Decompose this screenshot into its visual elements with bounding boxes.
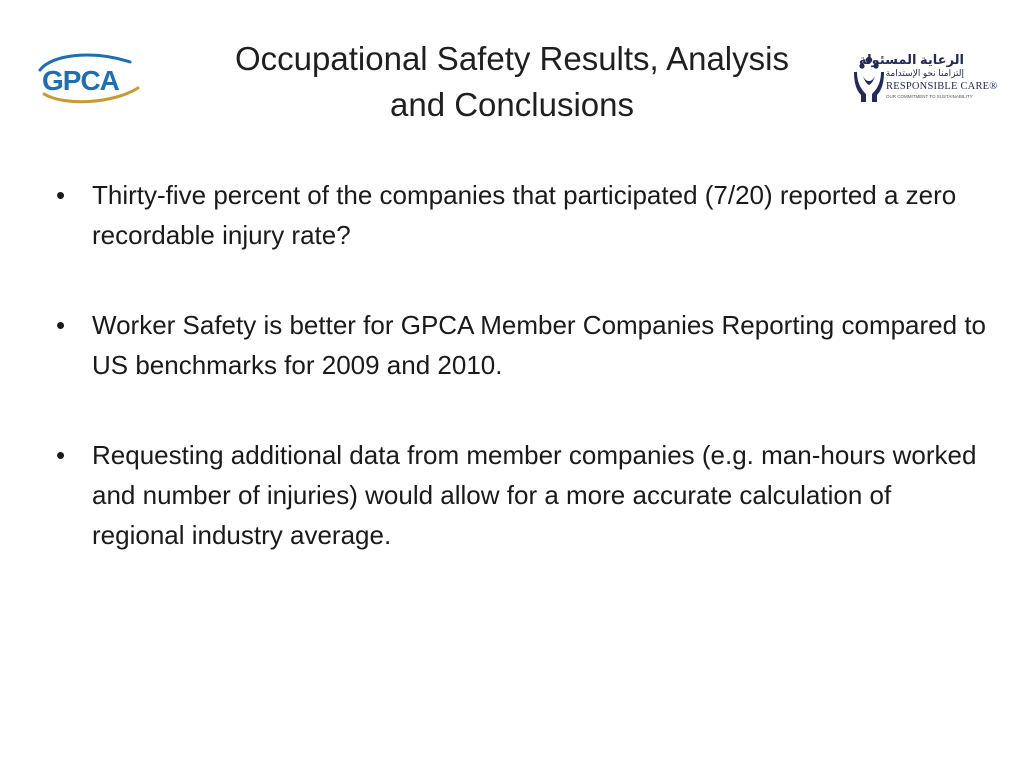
bullet-dot: • <box>56 180 66 210</box>
bullet-dot: • <box>56 440 66 470</box>
bullet-item <box>56 305 986 385</box>
bullet-list <box>56 175 986 605</box>
bullet-text: Worker Safety is better for GPCA Member Companies Reporting compared to US benchmarks for 2009 and 2010. <box>92 310 987 380</box>
bullet-dot: • <box>56 310 66 340</box>
responsible-care-logo <box>854 52 998 106</box>
bullet-item <box>56 435 986 555</box>
bullet-item <box>56 175 986 255</box>
bullet-text: Requesting additional data from member companies (e.g. man-hours worked and number of injuries) would allow for a more accurate calculation of regional industry average. <box>92 440 977 550</box>
title-line-1: Occupational Safety Results, Analysis <box>235 40 789 77</box>
gpca-logo <box>34 48 146 106</box>
bullet-text: Thirty-five percent of the companies that participated (7/20) reported a zero recordable injury rate? <box>92 180 957 250</box>
arabic-title: الرعاية المسئولة <box>858 52 964 67</box>
title-line-2: and Conclusions <box>390 86 634 123</box>
gpca-logo-icon <box>34 48 146 106</box>
page-title <box>180 36 844 128</box>
gpca-logo-text: GPCA <box>42 65 119 96</box>
responsible-care-name: RESPONSIBLE CARE® <box>886 81 998 92</box>
arabic-subtitle: إلتزامنا نحو الإستدامة <box>885 68 964 78</box>
responsible-care-tagline: OUR COMMITMENT TO SUSTAINABILITY <box>886 94 973 99</box>
